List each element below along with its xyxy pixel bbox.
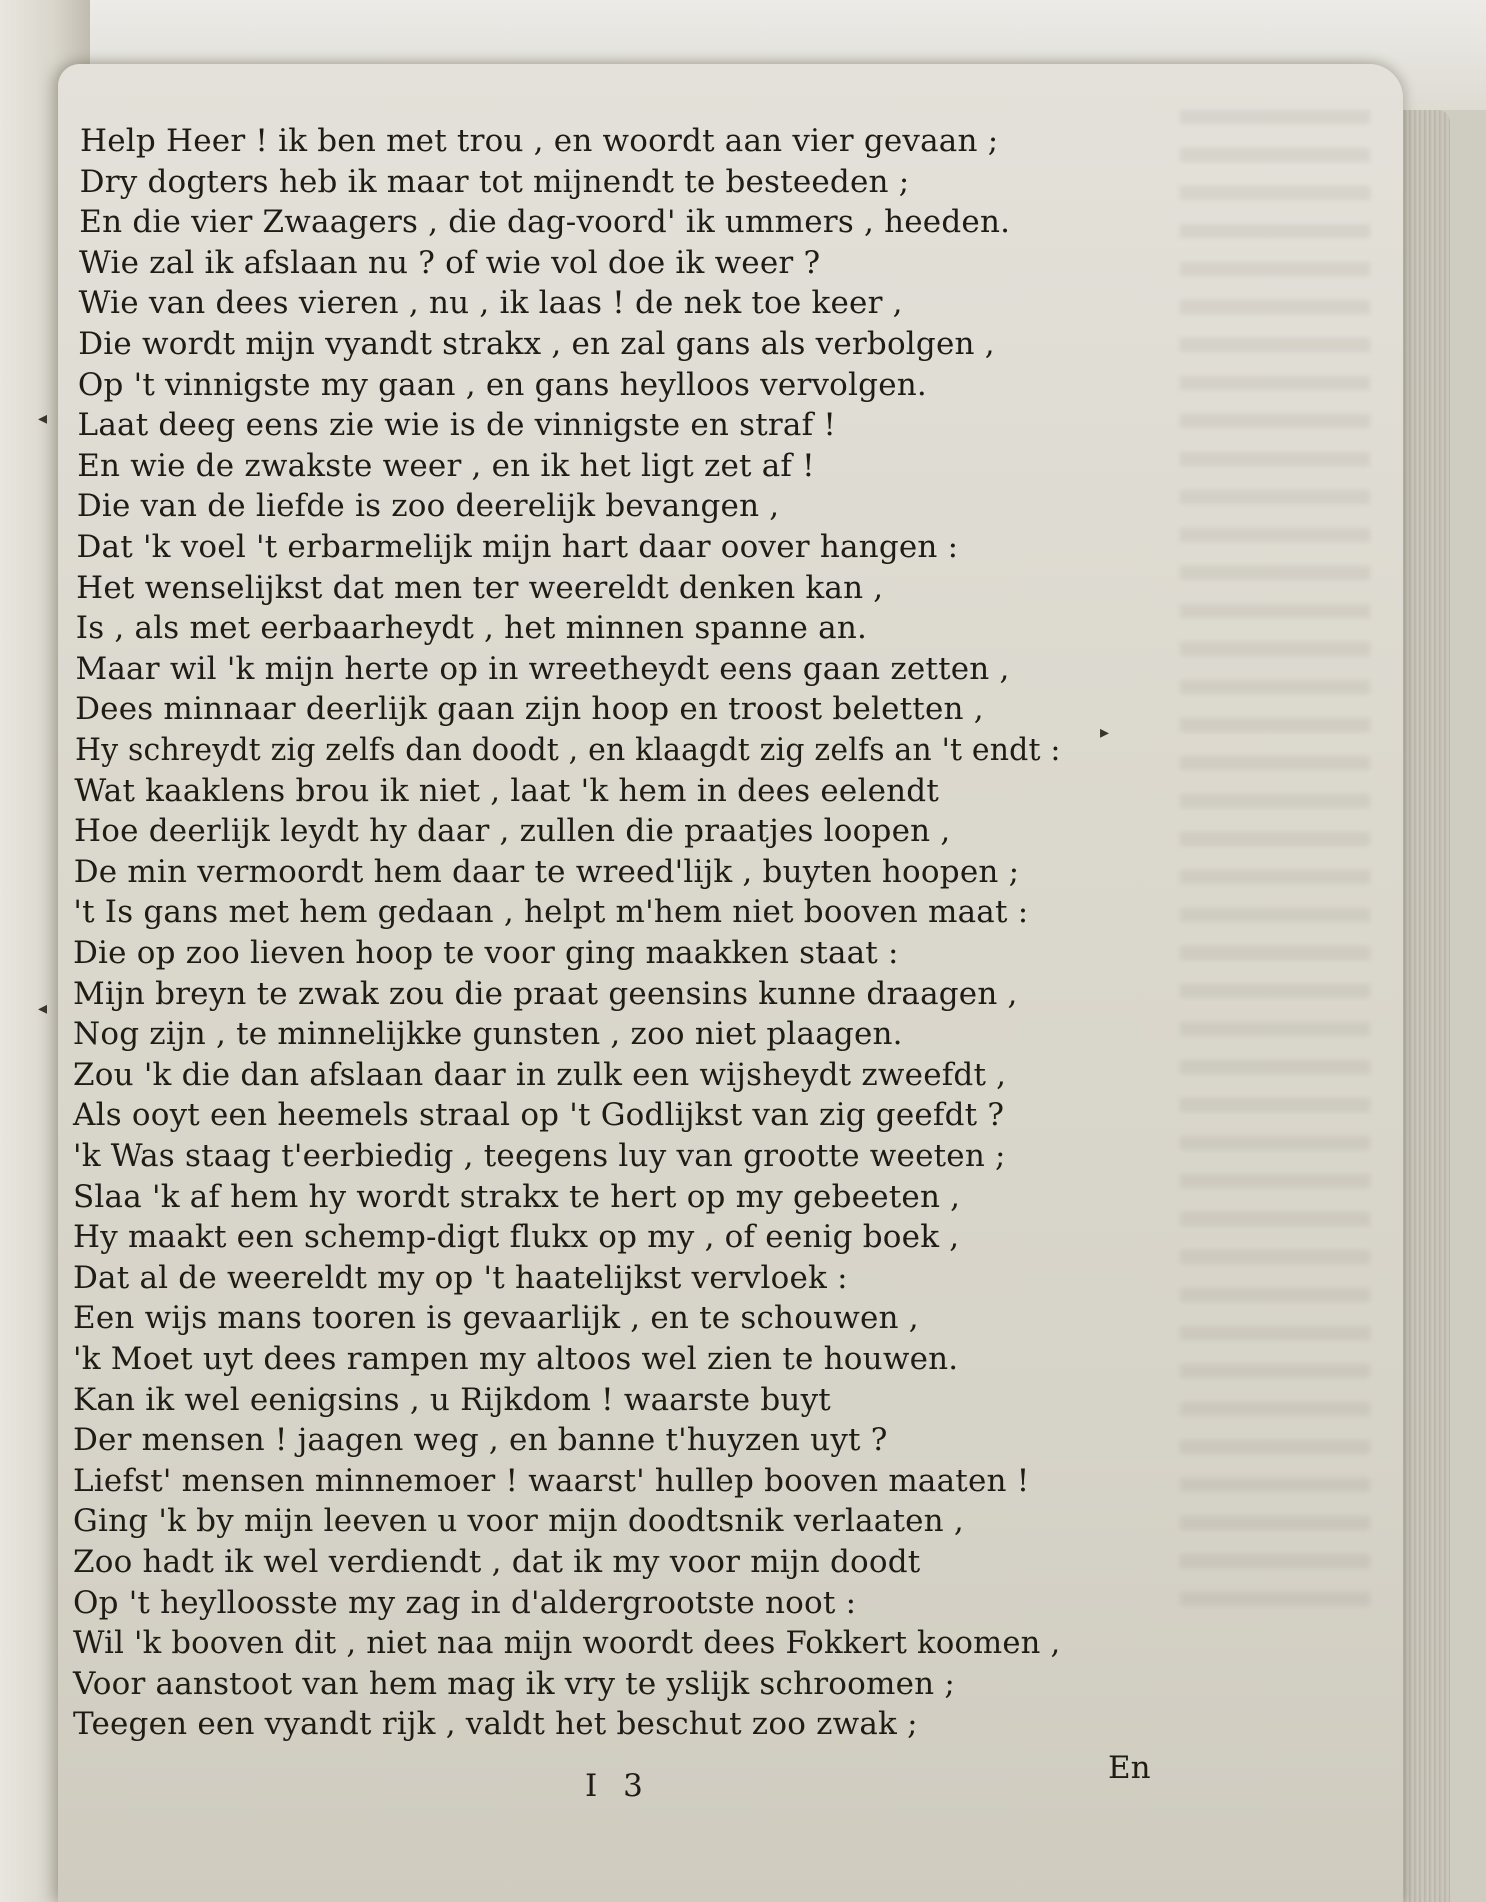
- verse-line: Dat 'k voel 't erbarmelijk mijn hart daar oover hangen :: [76, 529, 959, 565]
- verse-line: Hy maakt een schemp-digt flukx op my , of eenig boek ,: [73, 1219, 960, 1256]
- verse-line: Dry dogters heb ik maar tot mijnendt te besteeden ;: [79, 163, 910, 200]
- verse-line: Als ooyt een heemels straal op 't Godlijkst van zig geefdt ?: [73, 1097, 1005, 1134]
- verse-line: Zoo hadt ik wel verdiendt , dat ik my voor mijn doodt: [73, 1544, 921, 1580]
- verse-line: Liefst' mensen minnemoer ! waarst' hullep booven maaten !: [73, 1462, 1030, 1499]
- verse-line: Wat kaaklens brou ik niet , laat 'k hem in dees eelendt: [74, 772, 939, 809]
- verse-line: Zou 'k die dan afslaan daar in zulk een wijsheydt zweefdt ,: [73, 1056, 1007, 1093]
- verse-line: Kan ik wel eenigsins , u Rijkdom ! waarste buyt: [73, 1381, 831, 1418]
- verse-line: 'k Moet uyt dees rampen my altoos wel zien te houwen.: [73, 1341, 959, 1377]
- verse-line: Der mensen ! jaagen weg , en banne t'huyzen uyt ?: [73, 1422, 888, 1459]
- verse-line: Dees minnaar deerlijk gaan zijn hoop en troost beletten ,: [75, 691, 984, 728]
- verse-line: Die van de liefde is zoo deerelijk bevangen ,: [76, 488, 780, 525]
- verse-line: Maar wil 'k mijn herte op in wreetheydt eens gaan zetten ,: [75, 650, 1010, 687]
- verse-line: Hy schreydt zig zelfs dan doodt , en klaagdt zig zelfs an 't endt :: [74, 732, 1061, 768]
- verse-line: Hoe deerlijk leydt hy daar , zullen die praatjes loopen ,: [74, 813, 951, 850]
- verse-line: Help Heer ! ik ben met trou , en woordt aan vier gevaan ;: [80, 123, 999, 159]
- verse-line: Is , als met eerbaarheydt , het minnen spanne an.: [75, 610, 868, 647]
- verse-line: Wil 'k booven dit , niet naa mijn woordt dees Fokkert koomen ,: [73, 1625, 1061, 1662]
- verse-line: Die op zoo lieven hoop te voor ging maakken staat :: [73, 935, 899, 971]
- verse-line: En wie de zwakste weer , en ik het ligt zet af !: [77, 447, 815, 484]
- ink-mark: ◂: [38, 408, 48, 429]
- verse-line: Wie van dees vieren , nu , ik laas ! de nek toe keer ,: [78, 285, 903, 322]
- verse-line: Op 't vinnigste my gaan , en gans heylloos vervolgen.: [77, 366, 927, 403]
- verse-line: Op 't heylloosste my zag in d'aldergrootste noot :: [73, 1584, 857, 1621]
- verse-line: De min vermoordt hem daar te wreed'lijk , buyten hoopen ;: [73, 853, 1020, 890]
- verse-line: Voor aanstoot van hem mag ik vry te yslijk schroomen ;: [73, 1665, 956, 1702]
- verse-line: En die vier Zwaagers , die dag-voord' ik ummers , heeden.: [79, 204, 1011, 241]
- ink-mark: ◂: [38, 998, 48, 1019]
- verse-line: Nog zijn , te minnelijkke gunsten , zoo niet plaagen.: [73, 1016, 903, 1053]
- verse-line: 't Is gans met hem gedaan , helpt m'hem niet booven maat :: [73, 894, 1029, 931]
- catchword: En: [1108, 1750, 1151, 1786]
- verse-line: Mijn breyn te zwak zou die praat geensins kunne draagen ,: [73, 975, 1018, 1012]
- verse-line: Ging 'k by mijn leeven u voor mijn doodtsnik verlaaten ,: [73, 1503, 964, 1540]
- verse-line: Teegen een vyandt rijk , valdt het beschut zoo zwak ;: [73, 1706, 918, 1743]
- verse-line: Wie zal ik afslaan nu ? of wie vol doe ik weer ?: [78, 244, 821, 281]
- verse-line: Dat al de weereldt my op 't haatelijkst vervloek :: [73, 1259, 848, 1296]
- ink-mark: ▸: [1100, 722, 1110, 743]
- verse-line: Een wijs mans tooren is gevaarlijk , en te schouwen ,: [73, 1300, 919, 1337]
- verse-line: Laat deeg eens zie wie is de vinnigste en straf !: [77, 407, 836, 444]
- verse-line: Het wenselijkst dat men ter weereldt denken kan ,: [76, 569, 884, 606]
- signature-mark: I 3: [585, 1768, 651, 1804]
- verse-line: 'k Was staag t'eerbiedig , teegens luy van grootte weeten ;: [73, 1138, 1006, 1174]
- verse-line: Die wordt mijn vyandt strakx , en zal gans als verbolgen ,: [78, 326, 995, 362]
- verse-line: Slaa 'k af hem hy wordt strakx te hert op my gebeeten ,: [73, 1178, 961, 1215]
